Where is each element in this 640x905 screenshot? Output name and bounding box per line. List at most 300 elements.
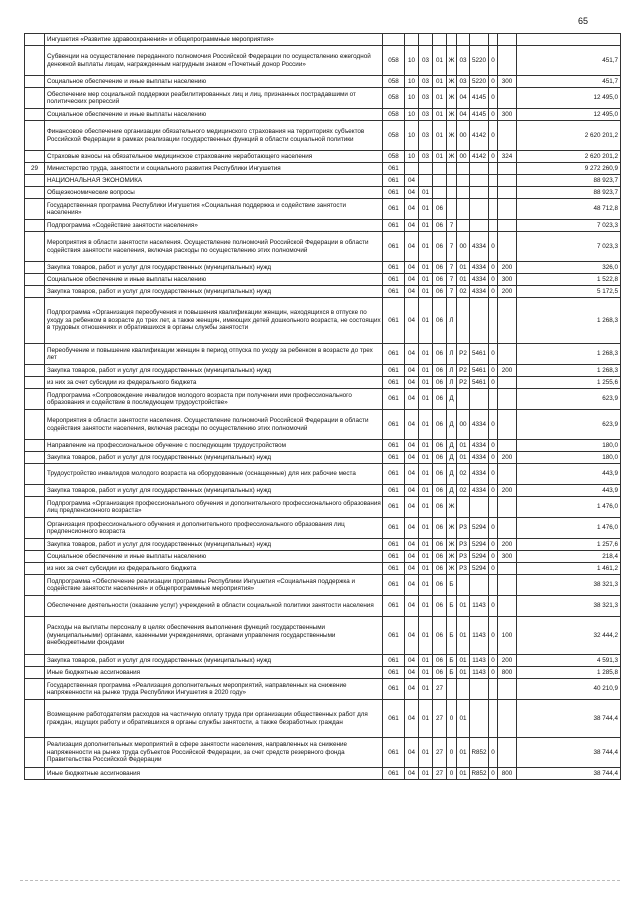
- code-ministry: 061: [383, 575, 405, 596]
- row-amount: 4 591,3: [517, 655, 621, 667]
- code-main-event: [457, 497, 470, 518]
- code-main-event: 01: [457, 452, 470, 464]
- row-number: [25, 274, 45, 286]
- row-description: Иные бюджетные ассигнования: [45, 667, 383, 679]
- code-expense-type: 800: [498, 768, 517, 780]
- code-ministry: 061: [383, 274, 405, 286]
- code-section: 04: [405, 679, 419, 700]
- code-main-event: 04: [457, 88, 470, 109]
- row-description: Государственная программа «Реализация дополнительных мероприятий, направленных на снижение напряженности на рынке труда Республики Ингушетия в 2020 году»: [45, 679, 383, 700]
- code-section: 04: [405, 199, 419, 220]
- table-row: [25, 151, 621, 163]
- code-ministry: 061: [383, 163, 405, 175]
- code-suffix: 0: [489, 738, 498, 768]
- code-subprogram: Д: [447, 440, 457, 452]
- table-row: [25, 539, 621, 551]
- code-subsection: 01: [419, 575, 433, 596]
- code-ministry: 058: [383, 88, 405, 109]
- code-subprogram: 7: [447, 286, 457, 298]
- code-direction: 4142: [470, 151, 489, 163]
- code-suffix: 0: [489, 464, 498, 485]
- row-amount: 2 620 201,2: [517, 151, 621, 163]
- code-direction: R852: [470, 768, 489, 780]
- code-subsection: 01: [419, 452, 433, 464]
- code-suffix: 0: [489, 667, 498, 679]
- code-subprogram: [447, 175, 457, 187]
- row-amount: 5 172,5: [517, 286, 621, 298]
- code-subsection: 01: [419, 410, 433, 440]
- code-program: [433, 175, 447, 187]
- code-subprogram: [447, 34, 457, 46]
- code-ministry: 058: [383, 121, 405, 151]
- table-row: [25, 88, 621, 109]
- budget-table: [24, 33, 621, 780]
- table-row: [25, 389, 621, 410]
- code-section: 04: [405, 365, 419, 377]
- row-amount: 1 255,6: [517, 377, 621, 389]
- row-amount: 38 321,3: [517, 575, 621, 596]
- code-direction: [470, 199, 489, 220]
- code-direction: 5220: [470, 46, 489, 76]
- row-description: Общеэкономические вопросы: [45, 187, 383, 199]
- code-section: 10: [405, 109, 419, 121]
- table-row: [25, 667, 621, 679]
- code-ministry: 061: [383, 262, 405, 274]
- code-suffix: 0: [489, 365, 498, 377]
- row-amount: 1 257,6: [517, 539, 621, 551]
- code-ministry: 061: [383, 344, 405, 365]
- table-row: [25, 121, 621, 151]
- table-row: [25, 617, 621, 655]
- table-row: [25, 187, 621, 199]
- code-expense-type: [498, 34, 517, 46]
- code-direction: [470, 220, 489, 232]
- code-ministry: 061: [383, 655, 405, 667]
- row-number: [25, 485, 45, 497]
- code-section: 04: [405, 768, 419, 780]
- code-program: 01: [433, 121, 447, 151]
- code-expense-type: 200: [498, 286, 517, 298]
- code-expense-type: [498, 175, 517, 187]
- code-subsection: 03: [419, 46, 433, 76]
- code-subprogram: Б: [447, 596, 457, 617]
- code-suffix: 0: [489, 551, 498, 563]
- code-suffix: 0: [489, 377, 498, 389]
- code-suffix: 0: [489, 655, 498, 667]
- table-row: [25, 365, 621, 377]
- code-direction: 4142: [470, 121, 489, 151]
- code-suffix: 0: [489, 76, 498, 88]
- code-subprogram: Ж: [447, 76, 457, 88]
- code-subsection: [419, 163, 433, 175]
- code-suffix: [489, 199, 498, 220]
- code-expense-type: 200: [498, 485, 517, 497]
- code-main-event: [457, 679, 470, 700]
- code-section: 04: [405, 667, 419, 679]
- code-ministry: 061: [383, 440, 405, 452]
- code-section: 04: [405, 220, 419, 232]
- code-expense-type: [498, 700, 517, 738]
- code-program: 06: [433, 377, 447, 389]
- code-expense-type: 200: [498, 539, 517, 551]
- row-amount: 38 744,4: [517, 738, 621, 768]
- code-main-event: 01: [457, 274, 470, 286]
- code-direction: 1143: [470, 596, 489, 617]
- code-subprogram: [447, 679, 457, 700]
- code-direction: 4334: [470, 286, 489, 298]
- code-main-event: 01: [457, 440, 470, 452]
- row-amount: 180,0: [517, 440, 621, 452]
- code-direction: [470, 298, 489, 344]
- table-row: [25, 274, 621, 286]
- code-subsection: 03: [419, 121, 433, 151]
- code-suffix: 0: [489, 410, 498, 440]
- code-subprogram: Ж: [447, 518, 457, 539]
- code-program: 06: [433, 365, 447, 377]
- table-row: [25, 551, 621, 563]
- row-amount: 38 744,4: [517, 700, 621, 738]
- row-description: Закупка товаров, работ и услуг для государственных (муниципальных) нужд: [45, 286, 383, 298]
- row-amount: 218,4: [517, 551, 621, 563]
- code-ministry: 061: [383, 700, 405, 738]
- table-row: [25, 700, 621, 738]
- code-suffix: [489, 389, 498, 410]
- code-suffix: 0: [489, 518, 498, 539]
- code-main-event: 03: [457, 46, 470, 76]
- row-amount: 9 272 260,9: [517, 163, 621, 175]
- code-section: 04: [405, 596, 419, 617]
- row-description: Переобучение и повышение квалификации женщин в период отпуска по уходу за ребенком в возрасте до трех лет: [45, 344, 383, 365]
- code-program: [433, 163, 447, 175]
- row-number: [25, 187, 45, 199]
- code-ministry: [383, 34, 405, 46]
- code-subsection: 03: [419, 109, 433, 121]
- row-amount: 12 495,0: [517, 109, 621, 121]
- code-section: [405, 163, 419, 175]
- code-suffix: 0: [489, 452, 498, 464]
- code-subsection: 01: [419, 667, 433, 679]
- code-section: 04: [405, 539, 419, 551]
- code-direction: 4145: [470, 109, 489, 121]
- table-row: [25, 738, 621, 768]
- row-description: Министерство труда, занятости и социального развития Республики Ингушетия: [45, 163, 383, 175]
- row-number: [25, 88, 45, 109]
- row-number: [25, 768, 45, 780]
- code-subsection: 01: [419, 220, 433, 232]
- row-number: [25, 76, 45, 88]
- code-suffix: 0: [489, 88, 498, 109]
- code-subsection: 01: [419, 464, 433, 485]
- code-expense-type: 200: [498, 655, 517, 667]
- row-amount: 1 476,0: [517, 497, 621, 518]
- code-section: 04: [405, 738, 419, 768]
- code-expense-type: [498, 121, 517, 151]
- code-subprogram: Ж: [447, 109, 457, 121]
- row-description: Социальное обеспечение и иные выплаты населению: [45, 551, 383, 563]
- code-program: 06: [433, 575, 447, 596]
- code-main-event: [457, 298, 470, 344]
- code-direction: [470, 187, 489, 199]
- row-description: Закупка товаров, работ и услуг для государственных (муниципальных) нужд: [45, 262, 383, 274]
- code-suffix: [489, 220, 498, 232]
- code-section: 04: [405, 452, 419, 464]
- code-subsection: 01: [419, 497, 433, 518]
- code-expense-type: [498, 679, 517, 700]
- code-main-event: 01: [457, 667, 470, 679]
- code-ministry: 058: [383, 109, 405, 121]
- row-amount: 1 268,3: [517, 365, 621, 377]
- code-expense-type: 800: [498, 667, 517, 679]
- code-expense-type: [498, 563, 517, 575]
- code-ministry: 061: [383, 389, 405, 410]
- code-subprogram: [447, 199, 457, 220]
- code-program: 27: [433, 679, 447, 700]
- row-amount: 180,0: [517, 452, 621, 464]
- code-direction: 4334: [470, 410, 489, 440]
- code-expense-type: 100: [498, 617, 517, 655]
- row-description: Расходы на выплаты персоналу в целях обеспечения выполнения функций государственными (муниципальными) органами, казенными учреждениями, органами управления государственными внебюджетными фондами: [45, 617, 383, 655]
- code-direction: 5220: [470, 76, 489, 88]
- row-description: Ингушетия «Развитие здравоохранения» и общепрограммные мероприятия»: [45, 34, 383, 46]
- row-number: 29: [25, 163, 45, 175]
- code-subsection: 01: [419, 700, 433, 738]
- code-suffix: 0: [489, 232, 498, 262]
- code-suffix: 0: [489, 262, 498, 274]
- row-amount: 88 923,7: [517, 175, 621, 187]
- row-number: [25, 655, 45, 667]
- code-subsection: 01: [419, 199, 433, 220]
- row-description: Трудоустройство инвалидов молодого возраста на оборудованные (оснащенные) для них рабочие места: [45, 464, 383, 485]
- code-subprogram: Ж: [447, 563, 457, 575]
- row-description: Мероприятия в области занятости населения. Осуществление полномочий Российской Федерации в области содействия занятости населения, включая расходы по осуществлению этих полномочий: [45, 232, 383, 262]
- code-main-event: 01: [457, 617, 470, 655]
- code-section: 04: [405, 410, 419, 440]
- code-main-event: Р2: [457, 377, 470, 389]
- row-number: [25, 121, 45, 151]
- row-amount: 443,9: [517, 464, 621, 485]
- code-subprogram: [447, 163, 457, 175]
- code-program: 06: [433, 452, 447, 464]
- code-subprogram: 7: [447, 274, 457, 286]
- code-subprogram: Ж: [447, 121, 457, 151]
- code-program: 06: [433, 518, 447, 539]
- code-expense-type: 200: [498, 452, 517, 464]
- code-ministry: 061: [383, 298, 405, 344]
- code-ministry: 061: [383, 539, 405, 551]
- code-direction: 5461: [470, 365, 489, 377]
- code-subsection: 01: [419, 518, 433, 539]
- code-program: 06: [433, 274, 447, 286]
- code-main-event: [457, 220, 470, 232]
- code-subprogram: Ж: [447, 46, 457, 76]
- code-section: 04: [405, 175, 419, 187]
- code-expense-type: [498, 88, 517, 109]
- code-section: 10: [405, 76, 419, 88]
- row-number: [25, 440, 45, 452]
- code-program: 06: [433, 539, 447, 551]
- row-number: [25, 365, 45, 377]
- code-subprogram: Л: [447, 298, 457, 344]
- code-direction: [470, 700, 489, 738]
- code-main-event: Р2: [457, 344, 470, 365]
- row-number: [25, 700, 45, 738]
- row-description: Мероприятия в области занятости населения. Осуществление полномочий Российской Федерации в области содействия занятости населения, включая расходы по осуществлению этих полномочий: [45, 410, 383, 440]
- code-ministry: 061: [383, 497, 405, 518]
- table-row: [25, 286, 621, 298]
- code-program: 06: [433, 220, 447, 232]
- code-ministry: 061: [383, 551, 405, 563]
- code-direction: [470, 389, 489, 410]
- row-description: Подпрограмма «Сопровождение инвалидов молодого возраста при получении ими профессионального образования и содействие в последующем трудоустройстве»: [45, 389, 383, 410]
- code-section: 10: [405, 121, 419, 151]
- table-row: [25, 163, 621, 175]
- row-number: [25, 464, 45, 485]
- table-row: [25, 298, 621, 344]
- row-number: [25, 738, 45, 768]
- code-suffix: 0: [489, 286, 498, 298]
- code-ministry: 061: [383, 175, 405, 187]
- code-subsection: 03: [419, 76, 433, 88]
- code-subsection: 01: [419, 768, 433, 780]
- code-expense-type: [498, 464, 517, 485]
- code-ministry: 061: [383, 220, 405, 232]
- code-section: 04: [405, 551, 419, 563]
- code-main-event: 03: [457, 76, 470, 88]
- code-program: 27: [433, 700, 447, 738]
- row-description: Обеспечение мер социальной поддержки реабилитированных лиц и лиц, признанных пострадавшими от политических репрессий: [45, 88, 383, 109]
- code-subsection: 03: [419, 88, 433, 109]
- code-program: 01: [433, 88, 447, 109]
- code-section: 04: [405, 274, 419, 286]
- code-suffix: [489, 575, 498, 596]
- code-subsection: 01: [419, 377, 433, 389]
- code-subsection: 01: [419, 551, 433, 563]
- code-section: 10: [405, 46, 419, 76]
- row-number: [25, 518, 45, 539]
- table-row: [25, 563, 621, 575]
- code-main-event: [457, 34, 470, 46]
- code-section: 04: [405, 344, 419, 365]
- code-expense-type: [498, 575, 517, 596]
- row-number: [25, 575, 45, 596]
- code-ministry: 061: [383, 617, 405, 655]
- code-subsection: 01: [419, 389, 433, 410]
- code-subsection: 01: [419, 298, 433, 344]
- code-subprogram: Б: [447, 655, 457, 667]
- table-row: [25, 679, 621, 700]
- code-section: 04: [405, 377, 419, 389]
- row-description: Закупка товаров, работ и услуг для государственных (муниципальных) нужд: [45, 539, 383, 551]
- code-ministry: 061: [383, 679, 405, 700]
- code-subsection: 03: [419, 151, 433, 163]
- code-subsection: 01: [419, 286, 433, 298]
- code-section: 04: [405, 575, 419, 596]
- row-description: Подпрограмма «Содействие занятости населения»: [45, 220, 383, 232]
- code-main-event: 01: [457, 738, 470, 768]
- row-amount: 40 210,9: [517, 679, 621, 700]
- code-subsection: 01: [419, 485, 433, 497]
- code-subprogram: Ж: [447, 539, 457, 551]
- code-subprogram: Ж: [447, 497, 457, 518]
- code-suffix: 0: [489, 563, 498, 575]
- row-number: [25, 220, 45, 232]
- row-number: [25, 151, 45, 163]
- code-suffix: 0: [489, 151, 498, 163]
- code-subprogram: Ж: [447, 551, 457, 563]
- code-subsection: 01: [419, 274, 433, 286]
- row-amount: 1 268,3: [517, 344, 621, 365]
- row-amount: 32 444,2: [517, 617, 621, 655]
- table-row: [25, 518, 621, 539]
- row-description: Закупка товаров, работ и услуг для государственных (муниципальных) нужд: [45, 452, 383, 464]
- code-subprogram: Д: [447, 452, 457, 464]
- code-program: 06: [433, 298, 447, 344]
- scan-edge-line: [20, 880, 620, 882]
- code-expense-type: 300: [498, 76, 517, 88]
- row-number: [25, 262, 45, 274]
- row-description: Социальное обеспечение и иные выплаты населению: [45, 274, 383, 286]
- row-amount: 2 620 201,2: [517, 121, 621, 151]
- code-suffix: 0: [489, 617, 498, 655]
- row-description: Подпрограмма «Организация переобучения и повышения квалификации женщин, находящихся в отпуске по уходу за ребенком в возрасте до трех лет, а также женщин, имеющих детей дошкольного возраста, не состоящих в трудовых отношениях и обратившихся в органы службы занятости: [45, 298, 383, 344]
- code-direction: 5461: [470, 344, 489, 365]
- code-expense-type: [498, 187, 517, 199]
- code-main-event: Р3: [457, 539, 470, 551]
- code-program: 01: [433, 151, 447, 163]
- code-subsection: 01: [419, 655, 433, 667]
- code-ministry: 061: [383, 377, 405, 389]
- code-direction: [470, 163, 489, 175]
- code-program: 06: [433, 344, 447, 365]
- code-direction: 4334: [470, 440, 489, 452]
- page-number: 65: [578, 16, 589, 26]
- code-ministry: 061: [383, 232, 405, 262]
- code-direction: 1143: [470, 667, 489, 679]
- code-direction: 5461: [470, 377, 489, 389]
- code-direction: 5294: [470, 518, 489, 539]
- code-subprogram: 7: [447, 262, 457, 274]
- row-number: [25, 539, 45, 551]
- code-section: 10: [405, 88, 419, 109]
- code-suffix: 0: [489, 539, 498, 551]
- table-row: [25, 232, 621, 262]
- code-main-event: [457, 163, 470, 175]
- code-ministry: 058: [383, 76, 405, 88]
- code-suffix: 0: [489, 768, 498, 780]
- code-subprogram: 0: [447, 738, 457, 768]
- code-program: 06: [433, 563, 447, 575]
- table-row: [25, 655, 621, 667]
- code-direction: 1143: [470, 617, 489, 655]
- code-direction: 4334: [470, 262, 489, 274]
- code-ministry: 061: [383, 563, 405, 575]
- code-ministry: 061: [383, 452, 405, 464]
- code-subprogram: 0: [447, 768, 457, 780]
- code-ministry: 061: [383, 286, 405, 298]
- row-number: [25, 46, 45, 76]
- code-main-event: [457, 389, 470, 410]
- row-description: Социальное обеспечение и иные выплаты населению: [45, 109, 383, 121]
- code-main-event: 00: [457, 410, 470, 440]
- table-row: [25, 109, 621, 121]
- code-subsection: 01: [419, 232, 433, 262]
- row-number: [25, 109, 45, 121]
- code-subsection: 01: [419, 365, 433, 377]
- code-ministry: 061: [383, 768, 405, 780]
- code-ministry: 058: [383, 46, 405, 76]
- code-program: 06: [433, 655, 447, 667]
- code-expense-type: [498, 738, 517, 768]
